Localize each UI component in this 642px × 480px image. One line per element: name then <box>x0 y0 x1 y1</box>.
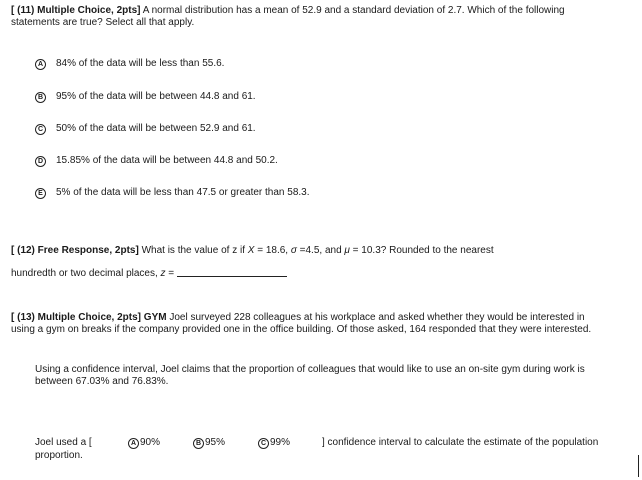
q12-line2: hundredth or two decimal places, <box>11 268 161 279</box>
q13-choice-a[interactable] <box>128 437 160 449</box>
q11-option-d[interactable] <box>35 155 278 167</box>
q13-choice-a-text: 90% <box>140 437 161 448</box>
option-b-radio[interactable]: B <box>35 92 46 103</box>
q13-text-line1: Joel surveyed 228 colleagues at his workplace and asked whether they would be interested in <box>166 312 585 323</box>
q12-sigma: σ <box>290 245 297 256</box>
q12-text-a: What is the value of z if <box>138 245 248 256</box>
q12-text-c: =4.5, and <box>296 245 345 256</box>
q12-answer-input[interactable] <box>177 267 287 277</box>
option-d-radio[interactable]: D <box>35 156 46 167</box>
question-12 <box>11 245 494 257</box>
q11-option-e-text: 5% of the data will be less than 47.5 or greater than 58.3. <box>56 187 310 198</box>
q13-claim <box>35 364 635 388</box>
q13-claim-line2: between 67.03% and 76.83%. <box>35 376 169 387</box>
q12-line2-end: = <box>165 268 177 279</box>
q13-used-line1: Joel used a [ <box>35 437 92 448</box>
q13-tag: [ (13) Multiple Choice, 2pts] GYM <box>11 312 167 323</box>
text-cursor <box>638 455 639 477</box>
q11-option-b-text: 95% of the data will be between 44.8 and 61. <box>56 91 256 102</box>
q12-tag: [ (12) Free Response, 2pts] <box>11 245 139 256</box>
q11-option-a[interactable] <box>35 58 224 70</box>
choice-c-radio[interactable]: C <box>258 438 269 449</box>
question-13 <box>11 312 636 336</box>
q11-option-b[interactable] <box>35 91 256 103</box>
option-c-radio[interactable]: C <box>35 124 46 135</box>
option-a-radio[interactable]: A <box>35 59 46 70</box>
choice-a-radio[interactable]: A <box>128 438 139 449</box>
q12-z-variable: z <box>160 268 166 279</box>
q11-option-e[interactable] <box>35 187 310 199</box>
q13-used-line2: proportion. <box>35 450 83 461</box>
q11-option-c-text: 50% of the data will be between 52.9 and 61. <box>56 123 256 134</box>
q13-choice-c-text: 99% <box>270 437 291 448</box>
q11-option-c[interactable] <box>35 123 256 135</box>
q13-end-text: ] confidence interval to calculate the estimate of the population <box>322 437 599 448</box>
q11-text-line2: statements are true? Select all that apply. <box>11 17 195 28</box>
q13-choice-b[interactable] <box>193 437 225 449</box>
q11-option-d-text: 15.85% of the data will be between 44.8 and 50.2. <box>56 155 278 166</box>
q11-text-line1: A normal distribution has a mean of 52.9 and a standard deviation of 2.7. Which of the following <box>140 5 565 16</box>
q12-x-variable: X <box>247 245 255 256</box>
option-e-radio[interactable]: E <box>35 188 46 199</box>
q12-answer-line <box>11 267 287 280</box>
q11-tag: [ (11) Multiple Choice, 2pts] <box>11 5 141 16</box>
q12-text-d: = 10.3? Rounded to the nearest <box>349 245 494 256</box>
q13-choice-b-text: 95% <box>205 437 226 448</box>
choice-b-radio[interactable]: B <box>193 438 204 449</box>
q12-text-b: = 18.6, <box>254 245 291 256</box>
q12-mu: μ <box>344 245 350 256</box>
q13-claim-line1: Using a confidence interval, Joel claims that the proportion of colleagues that would like to use an on-site gym during work is <box>35 364 585 375</box>
question-11 <box>11 5 636 29</box>
q13-text-line2: using a gym on breaks if the company provided one in the office building. Of those asked, 164 responded that they were interested. <box>11 324 592 335</box>
q13-choice-c[interactable] <box>258 437 290 449</box>
q11-option-a-text: 84% of the data will be less than 55.6. <box>56 58 225 69</box>
